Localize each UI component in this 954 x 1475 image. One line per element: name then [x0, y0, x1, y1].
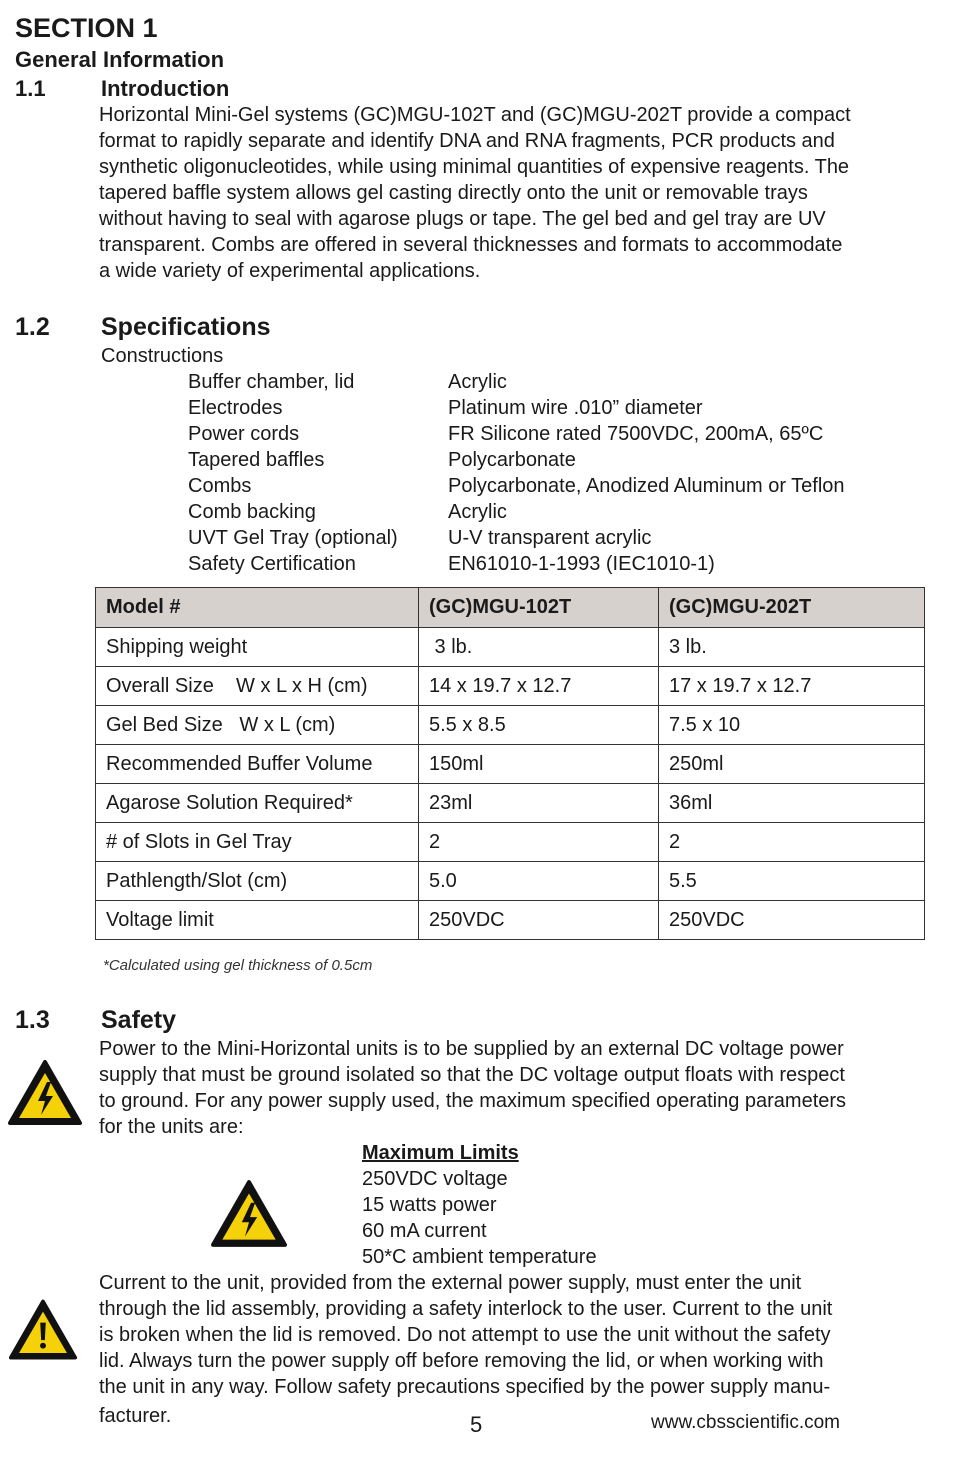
limit-item: 15 watts power	[362, 1194, 497, 1216]
intro-line: a wide variety of experimental applications.	[99, 260, 481, 282]
intro-title: Introduction	[101, 76, 230, 101]
table-cell: 250ml	[659, 745, 925, 784]
specs-number: 1.2	[15, 313, 50, 341]
table-row	[96, 862, 925, 901]
construction-material: Polycarbonate	[448, 449, 576, 471]
table-row-label: Voltage limit	[96, 901, 419, 940]
safety-line: Current to the unit, provided from the external power supply, must enter the unit	[99, 1272, 802, 1294]
table-row	[96, 901, 925, 940]
construction-part: Power cords	[188, 423, 300, 445]
table-row	[96, 745, 925, 784]
intro-line: format to rapidly separate and identify DNA and RNA fragments, PCR products and	[99, 130, 835, 152]
constructions-list	[188, 369, 845, 577]
table-footnote: *Calculated using gel thickness of 0.5cm	[103, 957, 373, 974]
table-cell: 5.0	[419, 862, 659, 901]
construction-row	[188, 525, 845, 551]
construction-part: Tapered baffles	[188, 449, 325, 471]
construction-row	[188, 395, 845, 421]
section-subtitle: General Information	[15, 47, 225, 72]
safety-line: through the lid assembly, providing a safety interlock to the user. Current to the unit	[99, 1298, 833, 1320]
table-cell: 7.5 x 10	[659, 706, 925, 745]
construction-material: Platinum wire .010” diameter	[448, 397, 703, 419]
construction-row	[188, 421, 845, 447]
limit-item: 50*C ambient temperature	[362, 1246, 597, 1268]
intro-line: without having to seal with agarose plugs or tape. The gel bed and gel tray are UV	[99, 208, 826, 230]
intro-line: tapered baffle system allows gel casting directly onto the unit or removable trays	[99, 182, 808, 204]
intro-line: Horizontal Mini-Gel systems (GC)MGU-102T and (GC)MGU-202T provide a compact	[99, 104, 851, 126]
table-row-label: # of Slots in Gel Tray	[96, 823, 419, 862]
safety-line: lid. Always turn the power supply off before removing the lid, or when working with	[99, 1350, 824, 1372]
intro-line: synthetic oligonucleotides, while using minimal quantities of expensive reagents. The	[99, 156, 850, 178]
safety-paragraph-1	[99, 1036, 939, 1140]
page-number: 5	[470, 1412, 483, 1437]
construction-material: EN61010-1-1993 (IEC1010-1)	[448, 553, 715, 575]
table-cell: 2	[419, 823, 659, 862]
intro-number: 1.1	[15, 76, 46, 101]
construction-part: UVT Gel Tray (optional)	[188, 527, 398, 549]
table-cell: 150ml	[419, 745, 659, 784]
table-cell: 3 lb.	[419, 628, 659, 667]
table-cell: 5.5	[659, 862, 925, 901]
intro-paragraph	[99, 102, 939, 284]
safety-title: Safety	[101, 1006, 177, 1034]
construction-row	[188, 447, 845, 473]
table-row	[96, 667, 925, 706]
maximum-limits	[362, 1140, 597, 1270]
table-header-cell: (GC)MGU-202T	[659, 588, 925, 628]
website-url: www.cbsscientific.com	[651, 1412, 840, 1433]
intro-line: transparent. Combs are offered in several thicknesses and formats to accommodate	[99, 234, 843, 256]
table-cell: 23ml	[419, 784, 659, 823]
table-header-cell: Model #	[96, 588, 419, 628]
safety-number: 1.3	[15, 1006, 50, 1034]
table-cell: 36ml	[659, 784, 925, 823]
table-row	[96, 784, 925, 823]
table-row-label: Agarose Solution Required*	[96, 784, 419, 823]
construction-part: Electrodes	[188, 397, 283, 419]
constructions-label: Constructions	[101, 345, 224, 367]
construction-material: U-V transparent acrylic	[448, 527, 652, 549]
table-cell: 250VDC	[659, 901, 925, 940]
table-row-label: Shipping weight	[96, 628, 419, 667]
construction-row	[188, 551, 845, 577]
table-row-label: Recommended Buffer Volume	[96, 745, 419, 784]
table-row	[96, 706, 925, 745]
table-cell: 3 lb.	[659, 628, 925, 667]
construction-part: Safety Certification	[188, 553, 356, 575]
table-cell: 5.5 x 8.5	[419, 706, 659, 745]
safety-line: is broken when the lid is removed. Do not attempt to use the unit without the safety	[99, 1324, 831, 1346]
high-voltage-warning-icon	[210, 1179, 288, 1249]
construction-part: Combs	[188, 475, 252, 497]
construction-material: Acrylic	[448, 501, 507, 523]
high-voltage-warning-icon	[7, 1059, 83, 1127]
specs-title: Specifications	[101, 313, 271, 341]
table-row-label: Overall Size W x L x H (cm)	[96, 667, 419, 706]
specifications-table	[95, 587, 925, 940]
construction-row	[188, 369, 845, 395]
safety-line: Power to the Mini-Horizontal units is to be supplied by an external DC voltage power	[99, 1038, 844, 1060]
table-cell: 14 x 19.7 x 12.7	[419, 667, 659, 706]
construction-part: Comb backing	[188, 501, 316, 523]
construction-material: Polycarbonate, Anodized Aluminum or Teflon	[448, 475, 845, 497]
limits-heading: Maximum Limits	[362, 1142, 519, 1164]
safety-line: to ground. For any power supply used, the maximum specified operating parameters	[99, 1090, 847, 1112]
table-header-row	[96, 588, 925, 628]
table-row-label: Pathlength/Slot (cm)	[96, 862, 419, 901]
table-row-label: Gel Bed Size W x L (cm)	[96, 706, 419, 745]
construction-row	[188, 473, 845, 499]
table-header-cell: (GC)MGU-102T	[419, 588, 659, 628]
construction-part: Buffer chamber, lid	[188, 371, 355, 393]
table-cell: 17 x 19.7 x 12.7	[659, 667, 925, 706]
table-cell: 2	[659, 823, 925, 862]
limit-item: 250VDC voltage	[362, 1168, 508, 1190]
construction-material: Acrylic	[448, 371, 507, 393]
section-label: SECTION 1	[15, 13, 158, 43]
safety-line: supply that must be ground isolated so that the DC voltage output floats with respect	[99, 1064, 845, 1086]
construction-row	[188, 499, 845, 525]
safety-line: the unit in any way. Follow safety precautions specified by the power supply manu-	[99, 1376, 831, 1398]
safety-paragraph-2	[99, 1270, 939, 1429]
table-row	[96, 628, 925, 667]
safety-line: for the units are:	[99, 1116, 244, 1138]
construction-material: FR Silicone rated 7500VDC, 200mA, 65ºC	[448, 423, 824, 445]
safety-line: facturer.	[99, 1405, 172, 1427]
caution-warning-icon	[8, 1296, 78, 1364]
table-row	[96, 823, 925, 862]
limit-item: 60 mA current	[362, 1220, 487, 1242]
table-cell: 250VDC	[419, 901, 659, 940]
